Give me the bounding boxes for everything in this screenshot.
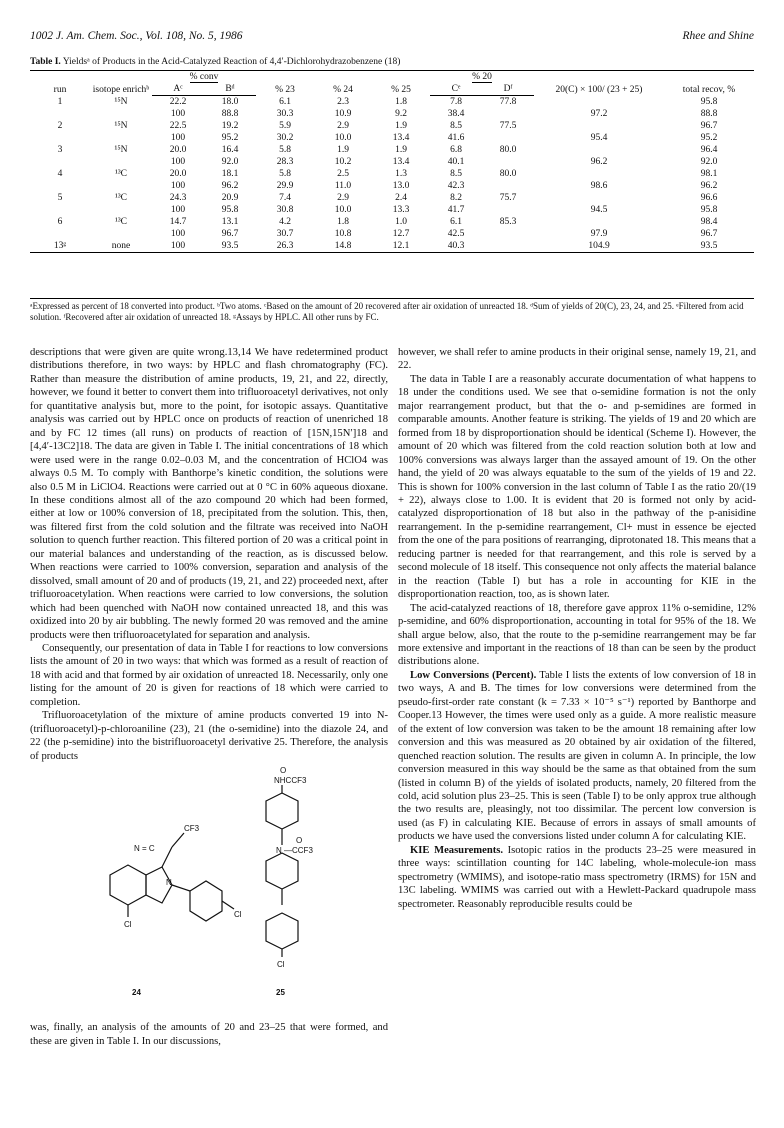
cf3-label: CF3 (184, 824, 200, 833)
n-eq-c-label: N = C (134, 844, 155, 853)
table-cell (90, 180, 152, 192)
table-cell: 96.7 (221, 229, 239, 239)
paragraph: however, we shall refer to amine products in their original sense, namely 19, 21, and 22. (398, 347, 756, 372)
table-cell: 30.3 (276, 109, 294, 119)
compound-label-25: 25 (276, 988, 285, 997)
table-cell: none (111, 241, 131, 251)
table-cell: 98.4 (700, 217, 718, 227)
table-cell: 6 (57, 217, 63, 227)
table-cell: 9.2 (395, 109, 407, 119)
table-cell (534, 120, 664, 132)
paragraph: Trifluoroacetylation of the mixture of amine products converted 19 into N-(trifluoroacetyl)-p-chloroaniline (23), 21 (the o-semidine) into the diazole 24, and 22 (the p-semidine) into the bistrifluoroacetyl derivative 25. Therefore, the analysis of products (30, 710, 388, 762)
table-row (30, 132, 754, 144)
table-cell: 92.0 (221, 157, 239, 167)
table-cell: 93.5 (221, 241, 239, 251)
table-cell: 14.8 (334, 241, 352, 251)
table-cell: 100 (170, 109, 186, 119)
col-D: Dᶠ (482, 83, 534, 96)
table-cell (90, 204, 152, 216)
table-cell: 6.1 (279, 96, 291, 107)
table-cell: 1.3 (395, 169, 407, 179)
col-conv: % conv (189, 72, 219, 82)
table-cell: ¹⁵N (114, 145, 128, 155)
table-cell: 75.7 (499, 193, 517, 203)
table-cell: 88.8 (700, 109, 718, 119)
table-row (30, 216, 754, 228)
table-cell: 30.8 (276, 205, 294, 215)
table-cell: 3 (57, 145, 63, 155)
table-cell: 40.1 (447, 157, 465, 167)
table-cell: 4 (57, 169, 63, 179)
table-row (30, 180, 754, 192)
table-cell: 14.7 (169, 217, 187, 227)
table-cell (482, 180, 534, 192)
paragraph: The data in Table I are a reasonably accurate documentation of what happens to 18 under the conditions used. We see that o-semidine formation is not the only major rearrangement product, but that the o- and p-semidines are formed in comparable amounts. Another feature is striking. The yields of 19 and 20 which are formed from 18 by disproportionation should be identical (Scheme I). However, the amount of 20 which was filtered from the cold reaction solution both at low and 100% conversions was always larger than the assayed amount of 19. On the other hand, the yield of 20 was always equatable to the sum of the yields of 19 and 22. This is shown for 100% conversion in the last column of Table I as the ratio 20/(19 + 22), always close to 1.00. It is evident that 20 is formed not only by acid-catalyzed disproportionation of 18 but also in the pathway of the p-anisidine rearrangement. In the p-semidine rearrangement, Cl+ must in essence be ejected from the one of the para positions of rearranging, diprotonated 18. This means that a reducing partner is needed for that rearrangement, and this role is served by a second molecule of 18 itself. This consequence not only affects the material balance in the reaction (Table I) but has a role in accounting for KIE in the disproportionation reaction, too, as is shown later. (398, 373, 756, 601)
table-cell: 41.7 (447, 205, 465, 215)
n-label: N (166, 878, 172, 887)
table-row (30, 204, 754, 216)
table-cell (534, 216, 664, 228)
paragraph (398, 669, 756, 844)
table-cell: 6.1 (450, 217, 462, 227)
table-cell: 88.8 (221, 109, 239, 119)
table-cell: 2.4 (395, 193, 407, 203)
col-25: % 25 (372, 71, 430, 96)
table-cell: ¹⁵N (114, 121, 128, 131)
table-cell: 98.6 (590, 181, 608, 191)
table-cell: 13.3 (392, 205, 410, 215)
carbonyl-o-label: O (296, 836, 303, 845)
table-cell: 40.3 (447, 241, 465, 251)
table-cell (30, 228, 90, 240)
col-24: % 24 (314, 71, 372, 96)
table-cell: 100 (170, 205, 186, 215)
col-C: Cᵉ (430, 83, 482, 96)
table-cell: 98.1 (700, 169, 718, 179)
table-cell (30, 204, 90, 216)
table-cell: 19.2 (221, 121, 239, 131)
table-row (30, 228, 754, 240)
table-cell: 96.7 (700, 229, 718, 239)
table-cell: 96.2 (221, 181, 239, 191)
table-cell (482, 240, 534, 253)
table-cell: 22.2 (169, 97, 187, 107)
table-cell (534, 192, 664, 204)
table-cell (482, 228, 534, 240)
table-cell: 96.7 (700, 121, 718, 131)
table-cell: 20.0 (169, 169, 187, 179)
table-cell: 95.8 (221, 205, 239, 215)
table-cell: 96.6 (700, 193, 718, 203)
table-cell: 92.0 (700, 157, 718, 167)
table-cell: 38.4 (447, 109, 465, 119)
table-cell: 80.0 (499, 169, 517, 179)
col-B: Bᵈ (204, 83, 256, 96)
table-cell: 20.0 (169, 145, 187, 155)
table-cell: 100 (170, 133, 186, 143)
table-cell: 95.4 (590, 133, 608, 143)
carbonyl-o-label: O (280, 766, 287, 775)
compound-label-24: 24 (132, 988, 141, 997)
table-cell: 96.4 (700, 145, 718, 155)
table-cell: 24.3 (169, 193, 187, 203)
compound-25-structure (266, 785, 298, 957)
table-cell: 94.5 (590, 205, 608, 215)
table-cell: 13ᵍ (53, 241, 67, 251)
table-cell: 42.3 (447, 181, 465, 191)
paragraph (398, 844, 756, 911)
table-cell: 7.4 (279, 193, 291, 203)
table-cell: 77.8 (499, 97, 517, 107)
table-cell: ¹⁵N (114, 96, 128, 107)
table-cell: 97.9 (590, 229, 608, 239)
chemical-structures (80, 765, 380, 1005)
table-cell: 97.2 (590, 109, 608, 119)
table-cell: 18.1 (221, 169, 239, 179)
table-cell: ¹³C (114, 169, 128, 179)
table-cell: 1.9 (395, 121, 407, 131)
table-cell: 10.8 (334, 229, 352, 239)
table-cell: 2.9 (337, 121, 349, 131)
table-cell: 13.4 (392, 133, 410, 143)
n-ccf3-label: N —CCF3 (276, 846, 313, 855)
table-cell: 10.0 (334, 205, 352, 215)
nhcf3-label: NHCCF3 (274, 776, 307, 785)
table-cell: 2.5 (337, 169, 349, 179)
table-cell (534, 144, 664, 156)
table-cell: 100 (170, 157, 186, 167)
table-cell: 95.8 (700, 205, 718, 215)
table-cell: 18.0 (221, 97, 239, 107)
table-cell: 20.9 (221, 193, 239, 203)
table-cell: 10.0 (334, 133, 352, 143)
col-20: % 20 (472, 72, 492, 82)
table-cell: 8.5 (450, 121, 462, 131)
table-cell (30, 132, 90, 144)
table-cell (482, 204, 534, 216)
table-row (30, 96, 754, 109)
journal-citation: 1002 J. Am. Chem. Soc., Vol. 108, No. 5, 1986 (30, 30, 243, 42)
table-cell: 4.2 (279, 217, 291, 227)
table-cell: 1 (57, 96, 63, 107)
col-23: % 23 (256, 71, 314, 96)
paragraph: Consequently, our presentation of data in Table I for reactions to low conversions lists the amount of 20 in two ways: that which was formed as a result of reaction of 18 with acid and that formed by air oxidation of unreacted 18. Necessarily, only one listing for the amount of 20 is given for reactions of 18 which were carried to completion. (30, 642, 388, 708)
cl-label: Cl (124, 920, 132, 929)
table-cell: ¹³C (114, 193, 128, 203)
table-cell: 85.3 (499, 217, 517, 227)
col-ratio: 20(C) × 100/ (23 + 25) (534, 71, 664, 96)
table-cell: 95.2 (221, 133, 239, 143)
table-cell (90, 156, 152, 168)
paragraph-text: Table I lists the extents of low conversion of 18 in two ways, A and B. The times for low conversions were determined from the pseudo-first-order rate constant (k = 7.33 × 10⁻⁵ s⁻¹) reported by Banthorpe and Cooper.13 However, the times were used only as a guide. A more realistic measure of the extent of low conversion was taken to be the amount 18 remaining after low conversion and this was measured as 20 obtained by air oxidation of the filtered, quenched reaction solution. The results are given in column A. In principle, the low conversion measured in this way should be the same as that obtained from the sum (listed in column B) of the yields of isolated products, namely, 20 filtered from the cold, acid solution plus 23–25. This is seen (Table I) to be only approx true although the two results are, pleasingly, not too dissimilar. The percent low conversion is used (as F) in calculating KIE. Because of errors in assays of small amounts of products we have used the conversions listed under column A for calculating KIE. (398, 669, 756, 843)
table-cell: 104.9 (588, 241, 610, 251)
table-cell: 10.9 (334, 109, 352, 119)
table-cell: 95.2 (700, 133, 718, 143)
table-cell: 100 (170, 181, 186, 191)
table-cell: 1.0 (395, 217, 407, 227)
paragraph: The acid-catalyzed reactions of 18, therefore gave approx 11% o-semidine, 12% p-semidine, and 60% disproportionation, accounting in total for 95% of the 18. We shall argue below, also, that the route to the p-semidine rearrangement may be far more extensive and important in the reactions of 18 than can be seen by the product distributions alone. (398, 602, 756, 668)
table-cell: 100 (170, 241, 186, 251)
table-cell: 100 (170, 229, 186, 239)
table-row (30, 168, 754, 180)
table-cell: 1.8 (395, 96, 407, 107)
table-row (30, 192, 754, 204)
table-cell (90, 228, 152, 240)
section-heading: KIE Measurements. (410, 844, 504, 856)
col-A: Aᶜ (152, 83, 204, 96)
table-cell: 10.2 (334, 157, 352, 167)
running-title: Rhee and Shine (682, 30, 754, 42)
table-cell: 93.5 (700, 241, 718, 251)
table-cell (30, 156, 90, 168)
paragraph-text: Isotopic ratios in the products 23–25 were measured in three ways: scintillation counting for 14C labeling, whole-molecule-ion mass spectrometry (WMIMS), and isotope-ratio mass spectrometry (IRMS) for 15N and 13C labeling. WMIMS was carried out with a Hewlett-Packard quadrupole mass spectrometer. Reasonably reproducible results could be (398, 844, 756, 910)
table-cell: 13.4 (392, 157, 410, 167)
table-cell: 30.2 (276, 133, 294, 143)
table-row (30, 156, 754, 168)
table-cell (482, 108, 534, 120)
table-cell: 1.9 (395, 145, 407, 155)
table-row (30, 120, 754, 132)
table-cell: 11.0 (334, 181, 352, 191)
table-cell: ¹³C (114, 217, 128, 227)
col-total: total recov, % (664, 71, 754, 96)
table-cell: 16.4 (221, 145, 239, 155)
table-cell: 29.9 (276, 181, 294, 191)
table-cell: 42.5 (447, 229, 465, 239)
table-caption (30, 57, 400, 67)
table-cell (30, 180, 90, 192)
paragraph: was, finally, an analysis of the amounts of 20 and 23–25 that were formed, and these are given in Table I. In our discussions, (30, 1022, 388, 1047)
table-cell (534, 168, 664, 180)
table-cell: 5.9 (279, 121, 291, 131)
table-cell: 2.3 (337, 96, 349, 107)
table-cell: 26.3 (276, 241, 294, 251)
table-cell (482, 132, 534, 144)
page-header (30, 30, 754, 48)
table-cell: 1.9 (337, 145, 349, 155)
table-cell: 12.1 (392, 241, 410, 251)
table-footnotes: ᵃExpressed as percent of 18 converted into product. ᵇTwo atoms. ᶜBased on the amount of 20 recovered after air oxidation of unreacted 18. ᵈSum of yields of 20(C), 23, 24, and 25. ᵉFiltered from acid solution. ᶠRecovered after air oxidation of unreacted 18. ᵍAssays by HPLC. All other runs by FC. (30, 298, 754, 323)
table-cell (534, 96, 664, 109)
table-cell: 8.2 (450, 193, 462, 203)
table-cell: 22.5 (169, 121, 187, 131)
table-cell (30, 108, 90, 120)
table-cell: 80.0 (499, 145, 517, 155)
table-label: Table I. (30, 57, 61, 67)
table-cell: 5.8 (279, 169, 291, 179)
table-cell: 8.5 (450, 169, 462, 179)
cl-label: Cl (234, 910, 242, 919)
col-run: run (30, 71, 90, 96)
table-cell: 95.8 (700, 96, 718, 107)
table-cell: 7.8 (450, 97, 462, 107)
table-cell: 13.0 (392, 181, 410, 191)
compound-24-structure (110, 833, 234, 921)
cl-label: Cl (277, 960, 285, 969)
paragraph: descriptions that were given are quite wrong.13,14 We have redetermined product distributions therefore, in two ways: by HPLC and flash chromatography (FC). Rather than measure the distribution of amine products, 19, 21, and 22, directly, however, we found it better to convert them into trifluoroacetyl derivatives, not only for quantitative analysis but, more to the point, for isotopic assays. Quantitative analysis was carried out by HPLC once on products of reaction of unenriched 18 and by FC 12 times (all runs) on products of reaction of [15N,15N′]18 and [4,4′-13C2]18. The data are given in Table I. The initial concentrations of 18 which were used were in the range 0.02–0.03 M, and the concentration of HClO4 was always 0.5 M. To comply with Banthorpe’s kinetic condition, the solutions were also 0.5 M in LiClO4. Reactions were carried out at 0 °C in 60% aqueous dioxane. In these conditions almost all of the azo compound 20 which had been formed, either at low or 100% conversion of 18, precipitated from the solution. This, then, was filtered first from the cold solution and the filtrate was received into NaOH solution to quench further reaction. This filtered portion of 20 was a critical point in our material balances and understanding of the reaction, as is discussed below. When reactions were carried to 100% conversion, separation and analysis of the dissolved, small amount of 20 and of products (19, 21, and 22) proceeded next, after trifluoroacetylation. When reactions were carried to low conversions, the solution which had been quenched with NaOH now contained unreacted 18, and this was oxidized into 20 by air bubbling. The newly formed 20 was removed and the amine products were then trifluoroacetylated for separation and analysis. (30, 347, 388, 641)
table-cell: 28.3 (276, 157, 294, 167)
col-isotope: isotope enrichᵇ (90, 71, 152, 96)
table-row (30, 108, 754, 120)
table-cell: 77.5 (499, 121, 517, 131)
table-cell (90, 132, 152, 144)
table-cell (90, 108, 152, 120)
table-cell: 2.9 (337, 193, 349, 203)
table-cell: 96.2 (700, 181, 718, 191)
table-title: Yieldsᵃ of Products in the Acid-Catalyzed Reaction of 4,4′-Dichlorohydrazobenzene (18) (60, 57, 401, 67)
table-cell: 41.6 (447, 133, 465, 143)
table-cell: 5 (57, 193, 63, 203)
table-cell: 5.8 (279, 145, 291, 155)
table-cell: 1.8 (337, 217, 349, 227)
right-column (398, 346, 756, 911)
table-cell: 30.7 (276, 229, 294, 239)
table-cell: 13.1 (221, 217, 239, 227)
table-cell (482, 156, 534, 168)
section-heading: Low Conversions (Percent). (410, 669, 537, 681)
table-row (30, 240, 754, 253)
table-row (30, 144, 754, 156)
table-cell: 96.2 (590, 157, 608, 167)
table-cell: 6.8 (450, 145, 462, 155)
table-cell: 12.7 (392, 229, 410, 239)
table-cell: 2 (57, 121, 63, 131)
yields-table (30, 70, 754, 253)
